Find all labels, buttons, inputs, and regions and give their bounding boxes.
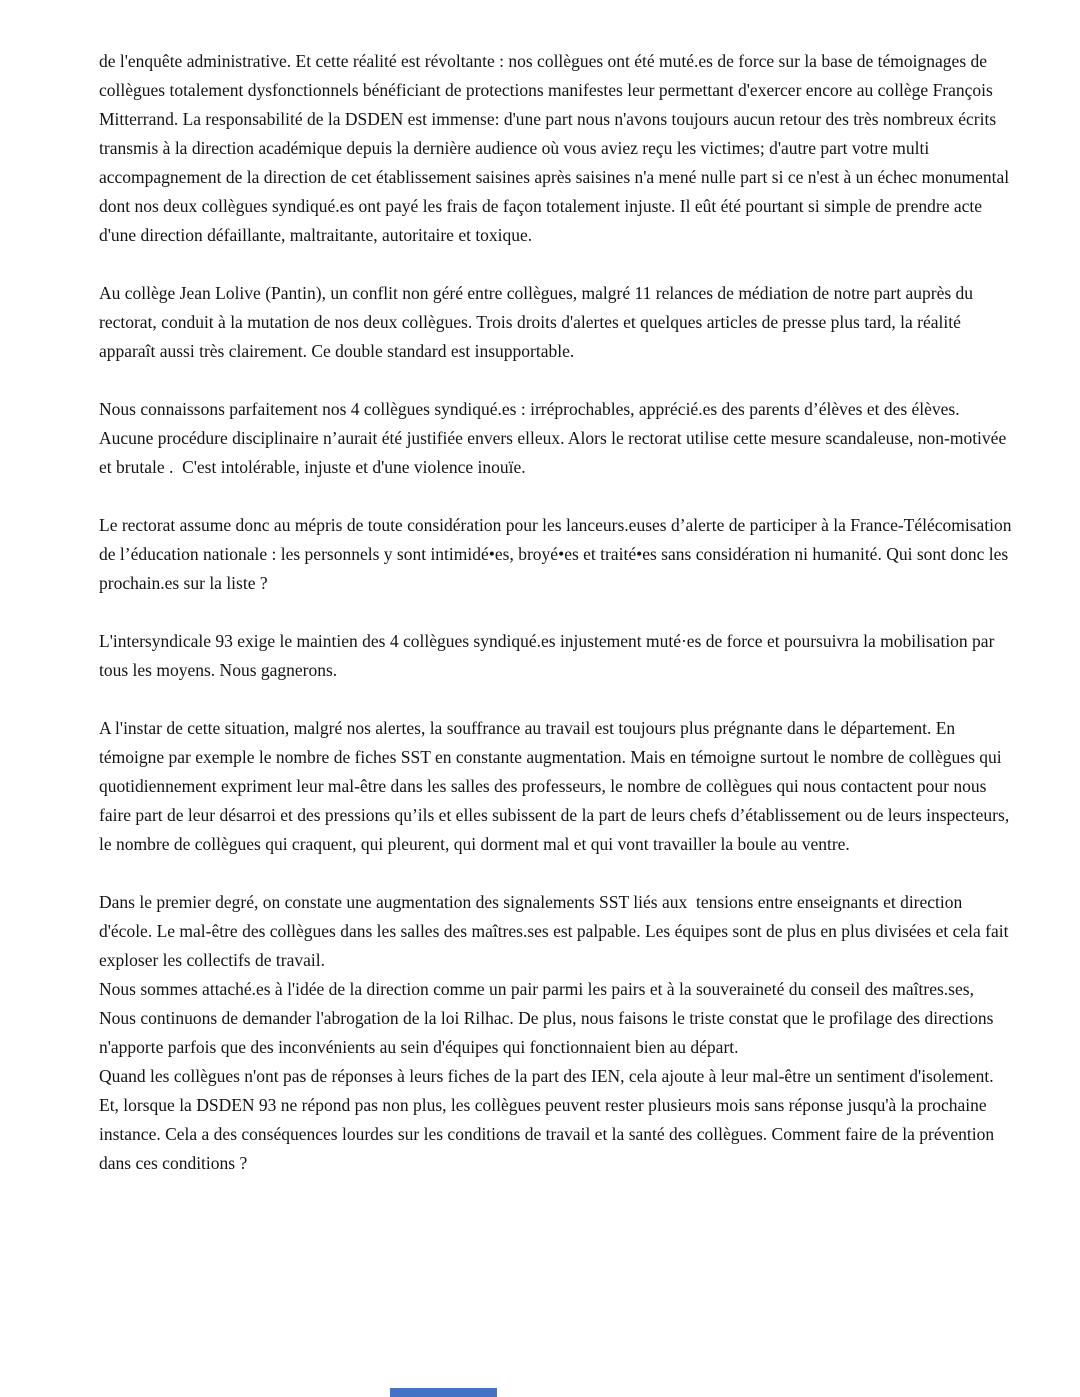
paragraph-souffrance-travail: A l'instar de cette situation, malgré nos alertes, la souffrance au travail est toujours plus prégnante dans le département. En témoigne par exemple le nombre de fiches SST en constante augmentation. Mais en témoigne surtout le nombre de collègues qui quotidiennement expriment leur mal-être dans les salles des professeurs, le nombre de collègues qui nous contactent pour nous faire part de leur désarroi et des pressions qu’ils et elles subissent de la part de leurs chefs d’établissement ou de leurs inspecteurs, le nombre de collègues qui craquent, qui pleurent, qui dorment mal et qui vont travailler la boule au ventre. [99, 718, 1014, 854]
paragraph-college-jean-lolive: Au collège Jean Lolive (Pantin), un conflit non géré entre collègues, malgré 11 relances de médiation de notre part auprès du rectorat, conduit à la mutation de nos deux collègues. Trois droits d'alertes et quelques articles de presse plus tard, la réalité apparaît aussi très clairement. Ce double standard est insupportable. [99, 283, 978, 361]
paragraph-rectorat-mepris: Le rectorat assume donc au mépris de toute considération pour les lanceurs.euses d’alerte de participer à la France-Télécomisation de l’éducation nationale : les personnels y sont intimidé•es, broyé•es et traité•es sans considération ni humanité. Qui sont donc les prochain.es sur la liste ? [99, 515, 1016, 593]
paragraph-quatre-collegues: Nous connaissons parfaitement nos 4 collègues syndiqué.es : irréprochables, apprécié.es des parents d’élèves et des élèves. Aucune procédure disciplinaire n’aurait été justifiée envers elleux. Alors le rectorat utilise cette mesure scandaleuse, non-motivée et brutale . C'est intolérable, injuste et d'une violence inouïe. [99, 399, 1011, 477]
paragraph-loi-rilhac: Nous sommes attaché.es à l'idée de la direction comme un pair parmi les pairs et à la souveraineté du conseil des maîtres.ses, Nous continuons de demander l'abrogation de la loi Rilhac. De plus, nous faisons le triste constat que le profilage des directions n'apporte parfois que des inconvénients au sein d'équipes qui fonctionnaient bien au départ. [99, 979, 998, 1057]
partial-blue-element [390, 1388, 497, 1397]
paragraph-fiches-ien: Quand les collègues n'ont pas de réponses à leurs fiches de la part des IEN, cela ajoute à leur mal-être un sentiment d'isolement. Et, lorsque la DSDEN 93 ne répond pas non plus, les collègues peuvent rester plusieurs mois sans réponse jusqu'à la prochaine instance. Cela a des conséquences lourdes sur les conditions de travail et la santé des collègues. Comment faire de la prévention dans ces conditions ? [99, 1066, 999, 1173]
paragraph-enquete-administrative: de l'enquête administrative. Et cette réalité est révoltante : nos collègues ont été muté.es de force sur la base de témoignages de collègues totalement dysfonctionnels bénéficiant de protections manifestes leur permettant d'exercer encore au collège François Mitterrand. La responsabilité de la DSDEN est immense: d'une part nous n'avons toujours aucun retour des très nombreux écrits transmis à la direction académique depuis la dernière audience où vous aviez reçu les victimes; d'autre part votre multi accompagnement de la direction de cet établissement saisines après saisines n'a mené nulle part si ce n'est à un échec monumental dont nos deux collègues syndiqué.es ont payé les frais de façon totalement injuste. Il eût été pourtant si simple de prendre acte d'une direction défaillante, maltraitante, autoritaire et toxique. [99, 51, 1014, 245]
paragraph-intersyndicale-exige: L'intersyndicale 93 exige le maintien des 4 collègues syndiqué.es injustement muté·es de force et poursuivra la mobilisation par tous les moyens. Nous gagnerons. [99, 631, 999, 680]
paragraph-premier-degre: Dans le premier degré, on constate une augmentation des signalements SST liés aux tensions entre enseignants et direction d'école. Le mal-être des collègues dans les salles des maîtres.ses est palpable. Les équipes sont de plus en plus divisées et cela fait exploser les collectifs de travail. [99, 892, 1013, 970]
document-text-block [99, 47, 1015, 1178]
